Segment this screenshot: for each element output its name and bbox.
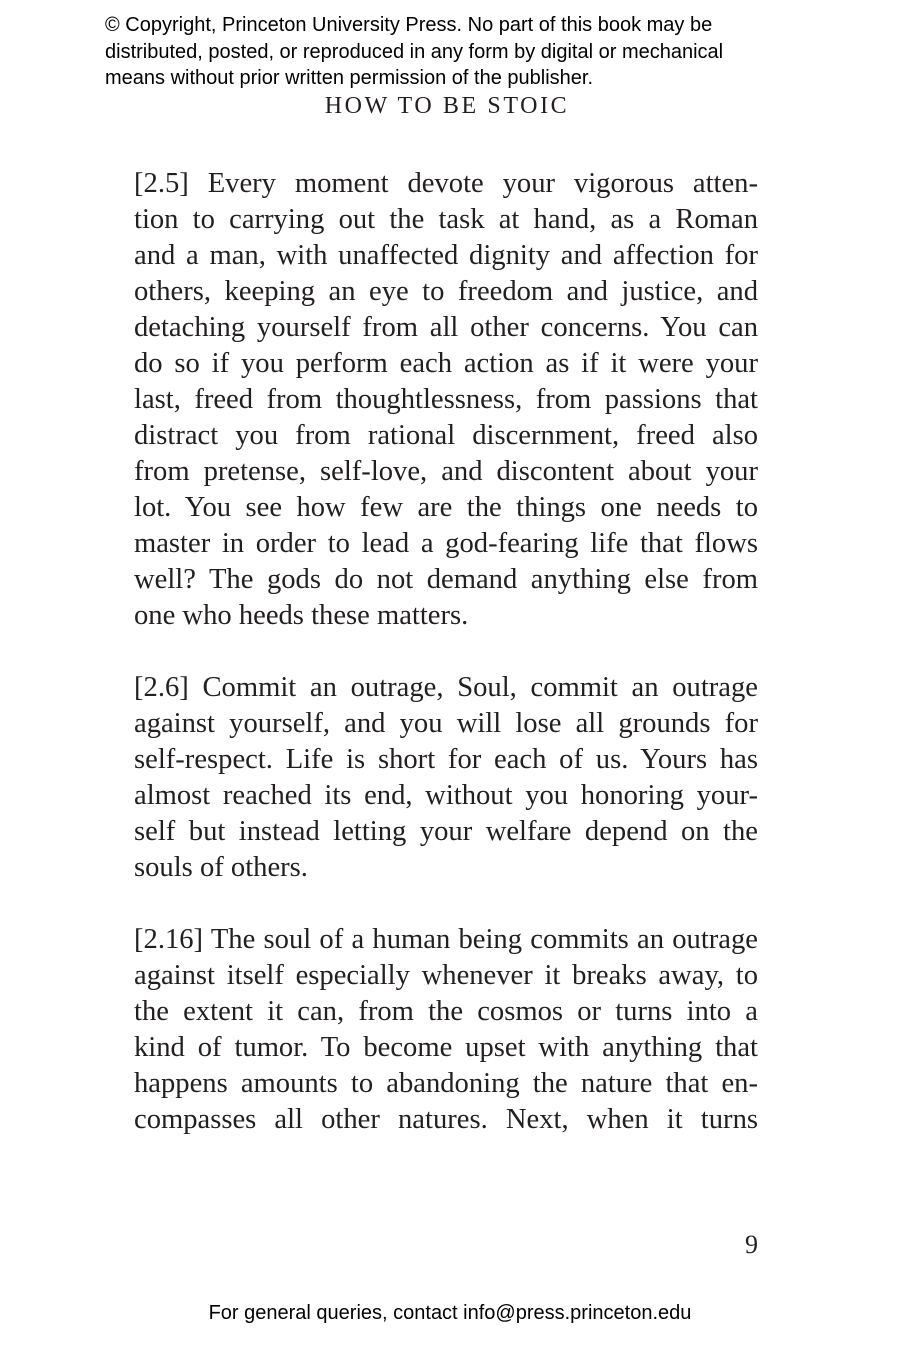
contact-footer: For general queries, contact info@press.princeton.edu — [208, 1302, 692, 1324]
copyright-line: distributed, posted, or reproduced in any form by digital or mechanical — [105, 40, 724, 63]
copyright-line: © Copyright, Princeton University Press. No part of this book may be — [105, 14, 713, 36]
paragraph-2-5 — [134, 166, 758, 634]
text-line: [2.16] The soul of a human being commits an outrage — [134, 924, 758, 955]
text-line: kind of tumor. To become upset with anything that — [134, 1032, 758, 1063]
text-line: distract you from rational discernment, freed also — [134, 420, 758, 451]
text-line: [2.6] Commit an outrage, Soul, commit an outrage — [134, 672, 758, 703]
text-line: compasses all other natures. Next, when it turns — [134, 1104, 758, 1135]
text-line: self but instead letting your welfare depend on the — [134, 816, 758, 847]
copyright-line: means without prior written permission of the publisher. — [105, 67, 594, 89]
text-line: and a man, with unaffected dignity and affection for — [134, 240, 758, 271]
running-head: HOW TO BE STOIC — [324, 93, 570, 119]
text-line: others, keeping an eye to freedom and justice, and — [134, 276, 758, 307]
text-line: almost reached its end, without you honoring your- — [134, 780, 758, 811]
text-line: lot. You see how few are the things one needs to — [134, 492, 758, 523]
text-line: against yourself, and you will lose all grounds for — [134, 708, 758, 739]
text-line: the extent it can, from the cosmos or turns into a — [134, 996, 758, 1027]
text-line: happens amounts to abandoning the nature that en- — [134, 1068, 758, 1099]
text-line: master in order to lead a god-fearing life that flows — [134, 528, 758, 559]
text-line: [2.5] Every moment devote your vigorous atten- — [134, 168, 758, 199]
text-line: tion to carrying out the task at hand, as a Roman — [134, 204, 758, 235]
text-line: against itself especially whenever it breaks away, to — [134, 960, 758, 991]
paragraph-2-16 — [134, 922, 758, 1138]
page-number: 9 — [745, 1230, 758, 1259]
text-line: last, freed from thoughtlessness, from passions that — [134, 384, 758, 415]
text-line: from pretense, self-love, and discontent about your — [134, 456, 758, 487]
text-line: souls of others. — [134, 852, 308, 883]
paragraph-2-6 — [134, 670, 758, 886]
text-line: one who heeds these matters. — [134, 600, 469, 631]
copyright-notice — [105, 12, 885, 92]
text-line: detaching yourself from all other concerns. You can — [134, 312, 758, 343]
text-line: self-respect. Life is short for each of us. Yours has — [134, 744, 758, 775]
body-text — [134, 166, 758, 1138]
text-line: well? The gods do not demand anything else from — [134, 564, 758, 595]
text-line: do so if you perform each action as if it were your — [134, 348, 758, 379]
